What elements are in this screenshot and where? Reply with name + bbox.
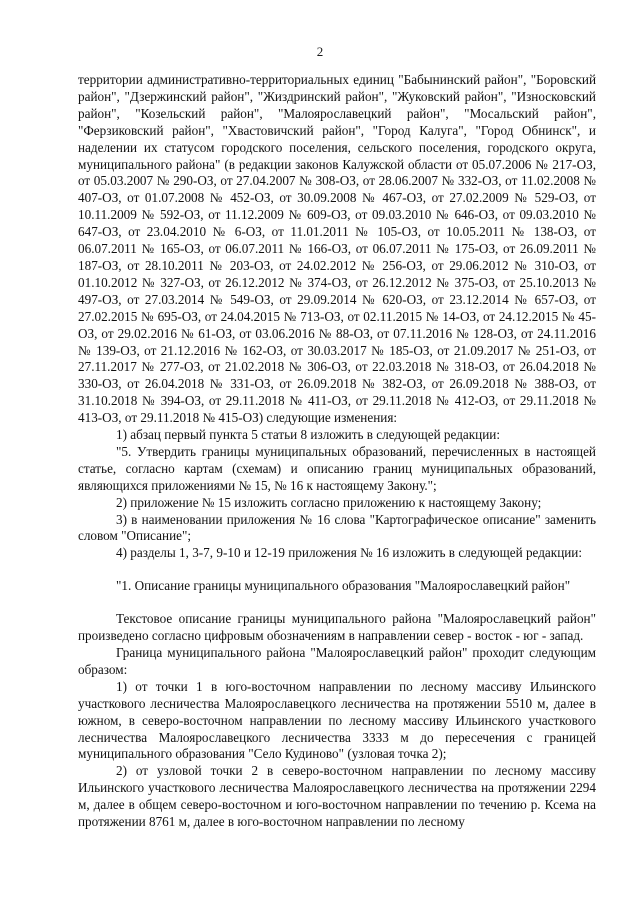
- page-number: 2: [316, 44, 324, 59]
- law-amendment-paragraph: территории административно-территориальных единиц "Бабынинский район", "Боровский район", "Дзержинский район", "Жиздринский район", "Жуковский район", "Износковский район", "Козельский район", "Малоярославецкий район", "Мосальский район", "Ферзиковский район", "Хвастовичский район", "Город Калуга", "Город Обнинск", и наделении их статусом городского поселения, сельского поселения, городского округа, муниципального района" (в редакции законов Калужской области от 05.07.2006 № 217-ОЗ, от 05.03.2007 № 290-ОЗ, от 27.04.2007 № 308-ОЗ, от 28.06.2007 № 332-ОЗ, от 11.02.2008 № 407-ОЗ, от 01.07.2008 № 452-ОЗ, от 30.09.2008 № 467-ОЗ, от 27.02.2009 № 529-ОЗ, от 10.11.2009 № 592-ОЗ, от 11.12.2009 № 609-ОЗ, от 09.03.2010 № 646-ОЗ, от 09.03.2010 № 647-ОЗ, от 23.04.2010 № 6-ОЗ, от 11.01.2011 № 105-ОЗ, от 10.05.2011 № 138-ОЗ, от 06.07.2011 № 165-ОЗ, от 06.07.2011 № 166-ОЗ, от 06.07.2011 № 175-ОЗ, от 26.09.2011 № 187-ОЗ, от 28.10.2011 № 203-ОЗ, от 24.02.2012 № 256-ОЗ, от 29.06.2012 № 310-ОЗ, от 01.10.2012 № 327-ОЗ, от 26.12.2012 № 374-ОЗ, от 26.12.2012 № 375-ОЗ, от 25.10.2013 № 497-ОЗ, от 27.03.2014 № 549-ОЗ, от 29.09.2014 № 620-ОЗ, от 23.12.2014 № 657-ОЗ, от 27.02.2015 № 695-ОЗ, от 24.04.2015 № 713-ОЗ, от 02.11.2015 № 14-ОЗ, от 24.12.2015 № 45-ОЗ, от 29.02.2016 № 61-ОЗ, от 03.06.2016 № 88-ОЗ, от 07.11.2016 № 128-ОЗ, от 24.11.2016 № 139-ОЗ, от 21.12.2016 № 162-ОЗ, от 30.03.2017 № 185-ОЗ, от 21.09.2017 № 251-ОЗ, от 27.11.2017 № 277-ОЗ, от 21.02.2018 № 306-ОЗ, от 22.03.2018 № 318-ОЗ, от 26.04.2018 № 330-ОЗ, от 26.04.2018 № 331-ОЗ, от 26.09.2018 № 382-ОЗ, от 26.09.2018 № 388-ОЗ, от 31.10.2018 № 394-ОЗ, от 29.11.2018 № 411-ОЗ, от 29.11.2018 № 412-ОЗ, от 29.11.2018 № 413-ОЗ, от 29.11.2018 № 415-ОЗ) следующие изменения:: [78, 72, 596, 426]
- spacer: [78, 595, 596, 611]
- amendment-item-3: 3) в наименовании приложения № 16 слова "Картографическое описание" заменить словом "Описание";: [78, 511, 596, 544]
- border-segment-1: 1) от точки 1 в юго-восточном направлении по лесному массиву Ильинского участкового лесничества Малоярославецкого лесничества на протяжении 5510 м, далее в южном, в северо-восточном направлении по лесному массиву Ильинского участкового лесничества Малоярославецкого лесничества 3333 м до пересечения с границей муниципального образования "Село Кудиново" (узловая точка 2);: [78, 678, 596, 762]
- amendment-item-4: 4) разделы 1, 3-7, 9-10 и 12-19 приложения № 16 изложить в следующей редакции:: [116, 545, 583, 561]
- section-heading: "1. Описание границы муниципального образования "Малоярославецкий район": [116, 578, 571, 594]
- spacer: [78, 562, 596, 578]
- quoted-new-text: "5. Утвердить границы муниципальных образований, перечисленных в настоящей статье, согласно картам (схемам) и описанию границ муниципальных образований, являющихся приложениями № 15, № 16 к настоящему Закону.";: [78, 443, 596, 493]
- document-body: [78, 72, 596, 831]
- border-route-intro: Граница муниципального района "Малоярославецкий район" проходит следующим образом:: [78, 645, 596, 677]
- description-intro: Текстовое описание границы муниципального района "Малоярославецкий район" произведено согласно цифровым обозначениям в направлении север - восток - юг - запад.: [78, 611, 596, 644]
- amendment-item-2: 2) приложение № 15 изложить согласно приложению к настоящему Закону;: [116, 494, 542, 510]
- border-segment-2: 2) от узловой точки 2 в северо-восточном направлении по лесному массиву Ильинского участкового лесничества Малоярославецкого лесничества на протяжении 2294 м, далее в общем северо-восточном и юго-восточном направлении по течению р. Ксема на протяжении 8761 м, далее в юго-восточном направлении по лесному: [78, 763, 596, 830]
- amendment-item-1: 1) абзац первый пункта 5 статьи 8 изложить в следующей редакции:: [116, 427, 501, 443]
